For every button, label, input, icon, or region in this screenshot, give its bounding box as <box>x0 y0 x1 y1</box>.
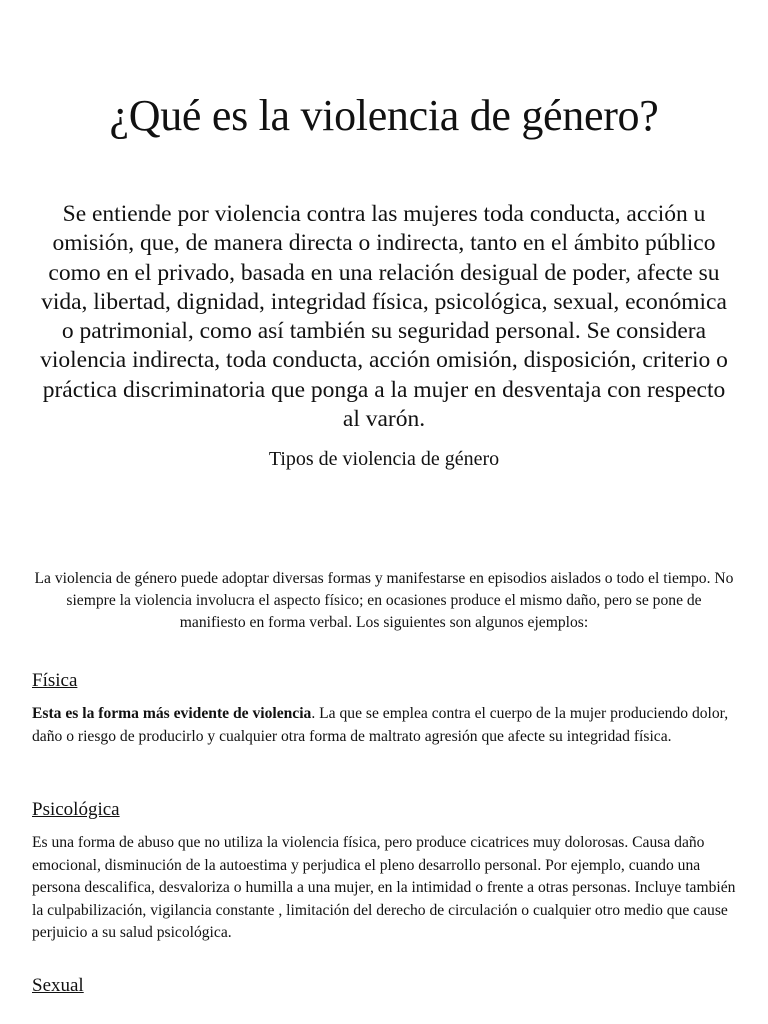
heading-fisica: Física <box>32 670 78 691</box>
heading-sexual: Sexual <box>32 975 84 996</box>
heading-psicologica: Psicológica <box>32 799 120 820</box>
text-psicologica: Es una forma de abuso que no utiliza la violencia física, pero produce cicatrices muy dolorosas. Causa daño emocional, disminución de la autoestima y perjudica el pleno desarrollo personal. Por ejemplo, cuando una persona descalifica, desvaloriza o humilla a una mujer, en la intimidad o frente a otras personas. Incluye también la culpabilización, vigilancia constante , limitación del derecho de circulación o cualquier otro medio que cause perjuicio a su salud psicológica. <box>32 834 736 941</box>
intro-paragraph: Se entiende por violencia contra las mujeres toda conducta, acción u omisión, que, de manera directa o indirecta, tanto en el ámbito público como en el privado, basada en una relación desigual de poder, afecte su vida, libertad, dignidad, integridad física, psicológica, sexual, económica o patrimonial, como así también su seguridad personal. Se considera violencia indirecta, toda conducta, acción omisión, disposición, criterio o práctica discriminatoria que ponga a la mujer en desventaja con respecto al varón. <box>40 201 728 433</box>
text-fisica <box>32 703 744 748</box>
text-fisica-bold-lead: Esta es la forma más evidente de violencia <box>32 705 312 722</box>
section-subtitle: Tipos de violencia de género <box>268 448 500 470</box>
types-description: La violencia de género puede adoptar diversas formas y manifestarse en episodios aislados o todo el tiempo. No siempre la violencia involucra el aspecto físico; en ocasiones produce el mismo daño, pero se pone de manifiesto en forma verbal. Los siguientes son algunos ejemplos: <box>34 570 734 631</box>
page-title: ¿Qué es la violencia de género? <box>109 91 659 140</box>
text-fisica-body: . La que se emplea contra el cuerpo de la mujer produciendo dolor, daño o riesgo de producirlo y cualquier otra forma de maltrato agresión que afecte su integridad física. <box>32 705 729 745</box>
